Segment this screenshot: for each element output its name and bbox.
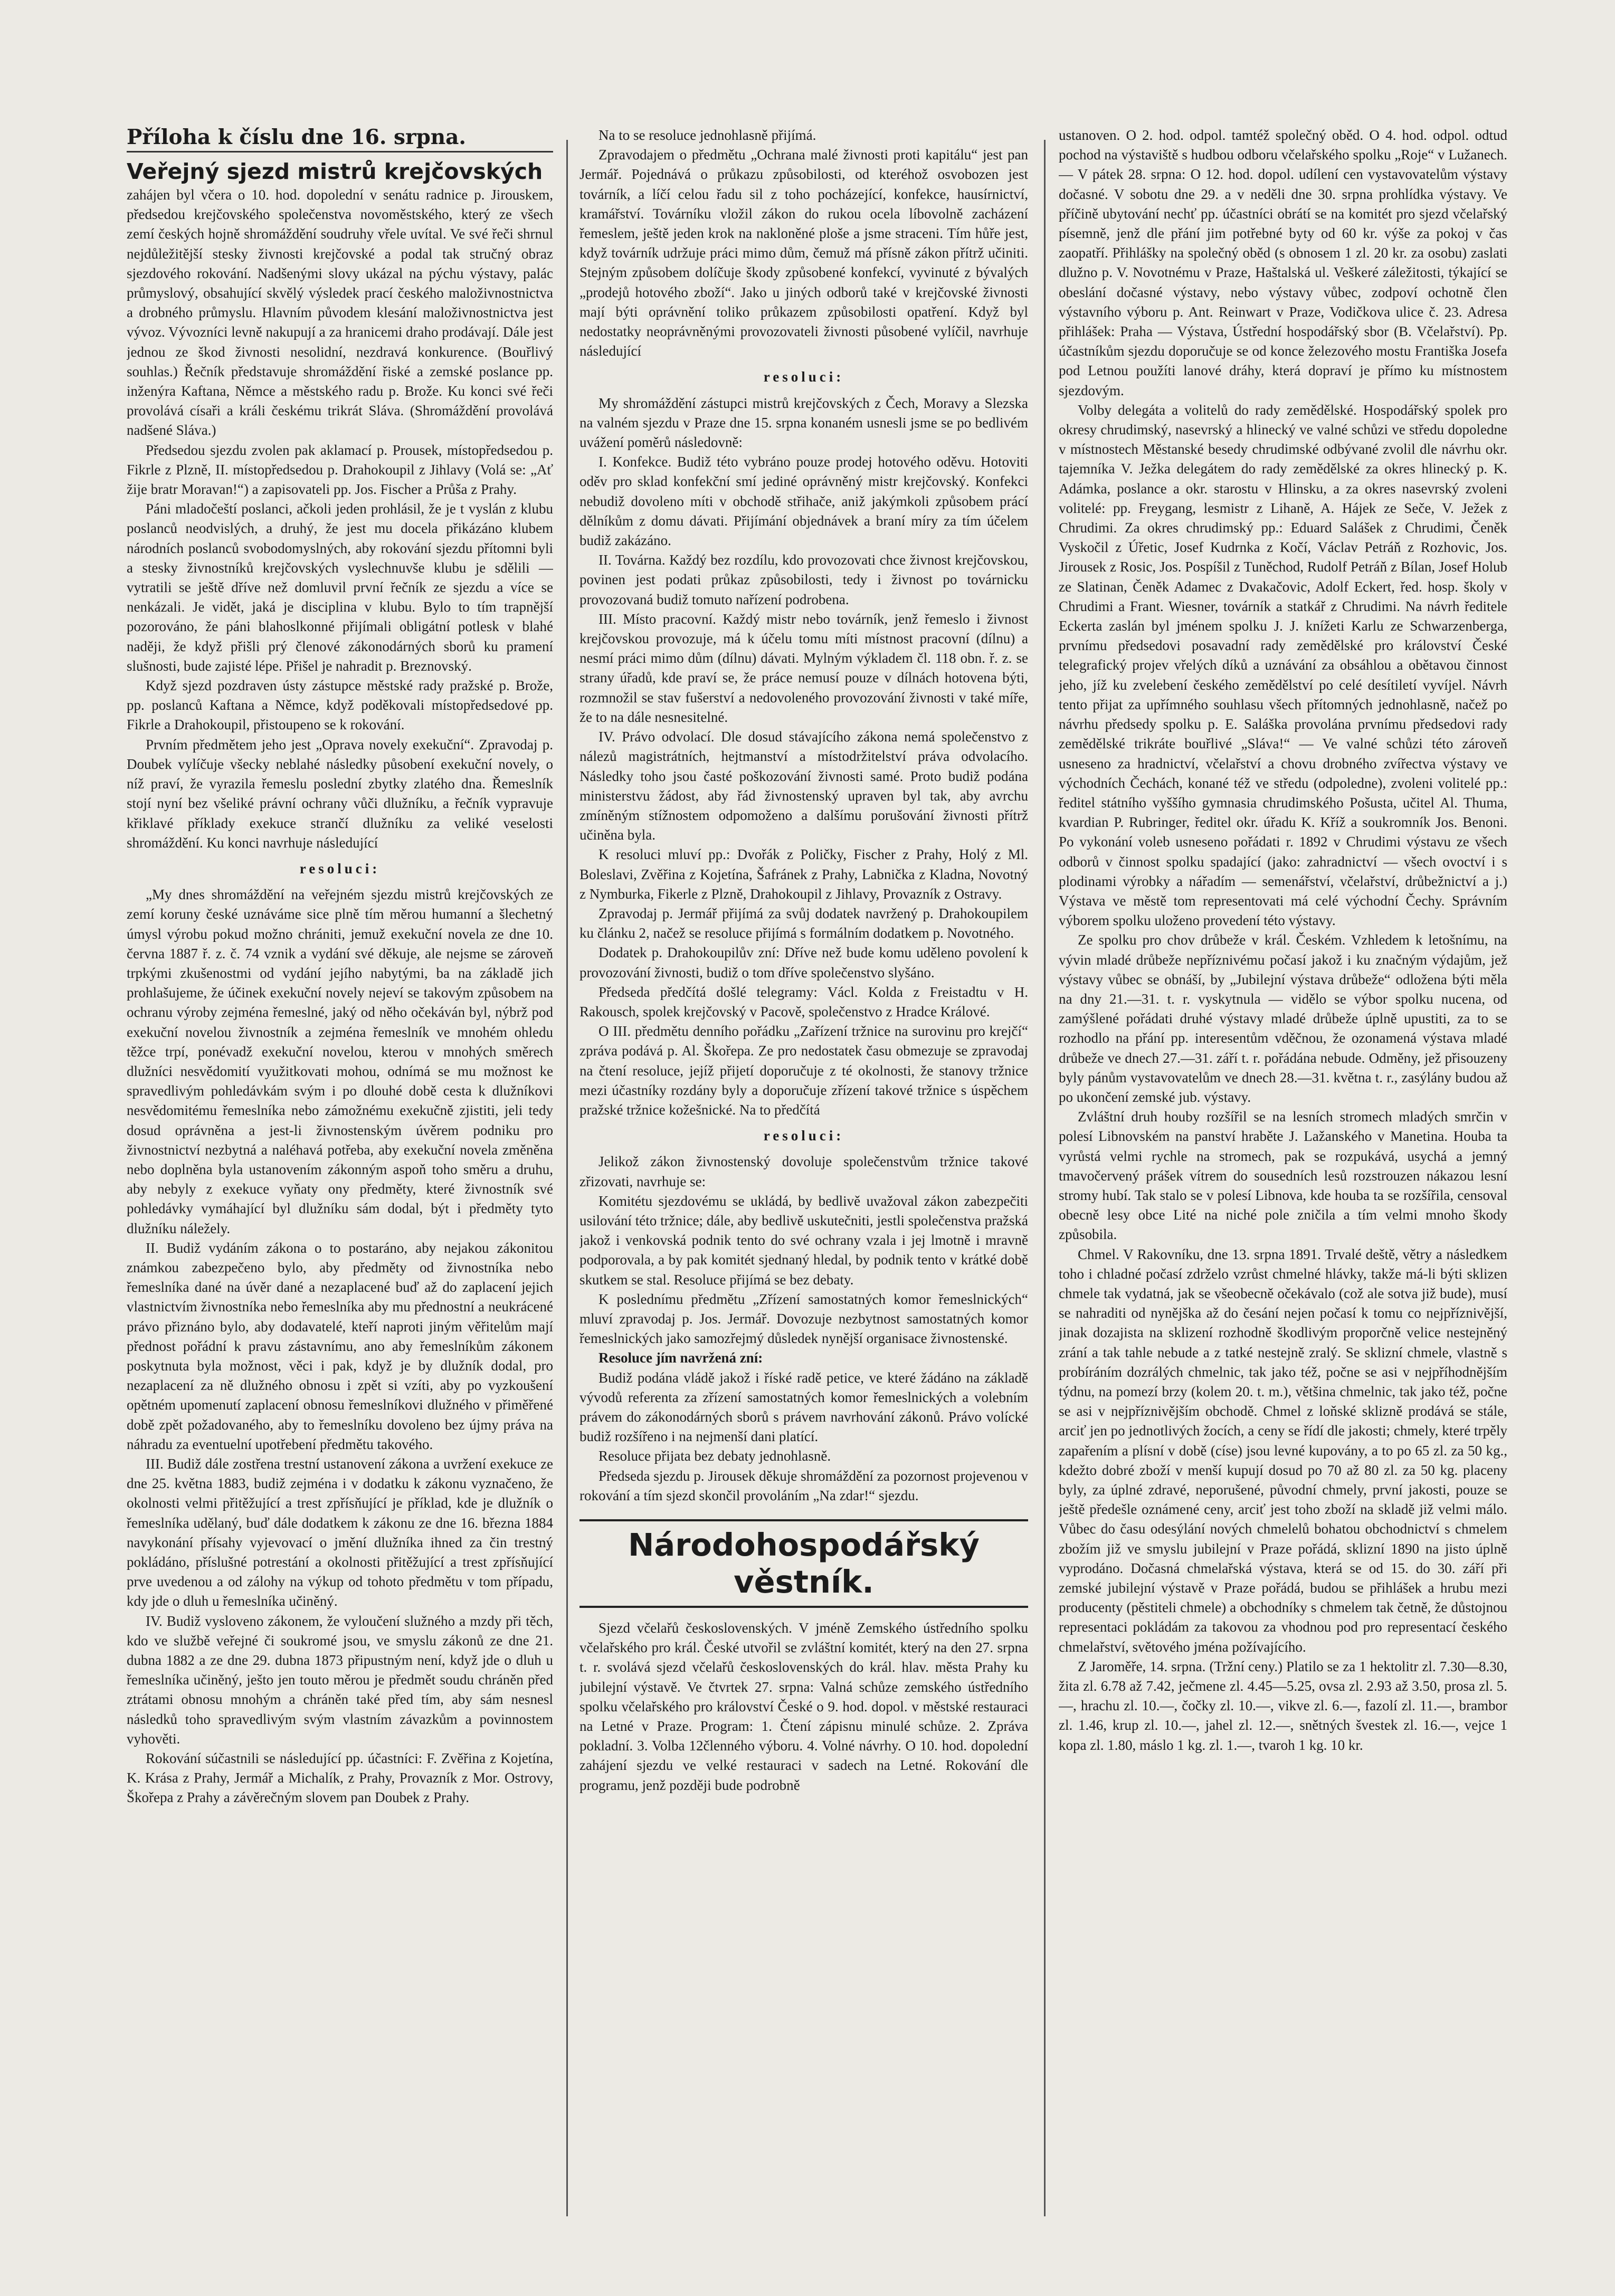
paragraph: Z Jaroměře, 14. srpna. (Tržní ceny.) Platilo se za 1 hektolitr zl. 7.30—8.30, žita zl. 6.78 až 7.42, ječmene zl. 4.45—5.25, ovsa zl. 2.93 až 3.50, prosa zl. 5.—, hrachu zl. 10.—, čočky zl. 10.—, vikve zl. 6.—, fazolí zl. 11.—, brambor zl. 1.46, krup zl. 10.—, jahel zl. 12.—, snětných švestek zl. 16.—, vejce 1 kopa zl. 1.80, máslo 1 kg. zl. 1.—, tvaroh 1 kg. 10 kr.	[1059, 1658, 1507, 1753]
paragraph: K resoluci mluví pp.: Dvořák z Poličky, Fischer z Prahy, Holý z Ml. Boleslavi, Zvěřina z Kojetína, Šafránek z Prahy, Labnička z Kladna, Novotný z Nymburka, Fikerle z Plzně, Drahokoupil z Jihlavy, Provazník z Ostravy.	[580, 846, 1028, 902]
paragraph: Páni mladočeští poslanci, ačkoli jeden prohlásil, že je t vyslán z klubu poslanců neodvislých, a druhý, že jest mu docela přikázáno klubem národních poslanců svobodomyslných, aby rokování sjezdu přítomni byli a stesky živnostníků krejčovských vyslechnuvše klubu je sdělili — vytratili se ještě dříve než domluvil první řečník ze sjezdu a více se nenkázali. Je vidět, jaká je disciplina v klubu. Bylo to tím trapnější pozorováno, že páni blahoslkonné přijímali obligátní potlesk v blahé naději, že když přišli prý členové zákonodárných sborů ku pramení slušnosti, bude zajisté lépe. Přišel je nahradit p. Breznovský.	[127, 501, 553, 674]
column-rule	[1044, 140, 1046, 2216]
paragraph: Ze spolku pro chov drůbeže v král. Českém. Vzhledem k letošnímu, na vývin mladé drůbeže nepříznivému počasí jakož i ku značným výdajům, jež výstavy vůbec se obnáší, by „Jubilejní výstava drůbeže“ odložena býti měla na dny 21.—31. t. r. vyskytnula — vidělo se výbor spolku nucena, od zamýšlené pořádati druhé výstavy mladé drůbeže úplně upustiti, za to se rozhodlo na přání pp. interesentům vděčnou, že ozonamená výstava mladé drůbeže ve dnech 27.—31. září t. r. pořádána nebude. Odměny, jež přisouzeny byly pánům vystavovatelům ve dnech 28.—31. května t. r., zasýlány budou až po ukončení zemské jub. výstavy.	[1059, 932, 1507, 1105]
paragraph: II. Budiž vydáním zákona o to postaráno, aby nejakou zákonitou známkou zabezpečeno bylo, aby předměty od živnostníka nebo řemeslníka dané na úvěr dané a nezaplacené buď až do zaplacení jejich vlastnictvím živnostníka nebo řemeslníka aby mu přednostní a neukrácené právo přiznáno bylo, aby dodavatelé, kteří naproti jiným věřitelům mají přednost pořádní k pravu zástavnímu, ano aby řemeslníkům zákonem poskytnuta byla možnost, věci i pak, když je by dlužník dodal, pro nezaplacení za ně dlužného obnosu i zpět si vzíti, aby po vyzkoušení opětném upomenutí zaplacení obnosu řemeslníkovi dlužného v přiměřené době zpět požadovaného, aby to řemeslníku dovoleno bez újmy práva na náhradu za eventuelní upotřebení předmětu takového.	[127, 1240, 553, 1452]
paragraph: Sjezd včelařů československých. V jméně Zemského ústředního spolku včelařského pro král. České utvořil se zvláštní komitét, který na den 27. srpna t. r. svolává sjezd včelařů československých do král. hlav. města Prahy ku jubilejní výstavě. Ve čtvrtek 27. srpna: Valná schůze zemského ústředního spolku včelařského pro království České o 9. hod. dopol. v městské restauraci na Letné v Praze. Program: 1. Čtení zápisnu minulé schůze. 2. Zpráva pokladní. 3. Volba 12členného výboru. 4. Volné návrhy. O 10. hod. dopolední zahájení sjezdu ve velké restauraci v sadech na Letné. Rokování dle programu, jenž později bude podrobně	[580, 1620, 1028, 1793]
paragraph: IV. Budiž vysloveno zákonem, že vyloučení služného a mzdy při těch, kdo ve službě veřejné či soukromé jsou, ve smyslu zákonů ze dne 21. dubna 1882 a ze dne 29. dubna 1873 připustným není, když jde o dluh u řemeslníka učiněný, ješto jen touto měrou je předmět soudu chráněn před ztrátami obnosu mnohým a chráněn také před tím, aby sám nesnesl následků toho spravedlivým svým vlastním závazkům a povinnostem vyhověti.	[127, 1613, 553, 1747]
column-1	[127, 126, 553, 2231]
section-heading: resoluci:	[299, 860, 381, 877]
paragraph: Předseda sjezdu p. Jirousek děkuje shromáždění za pozornost projevenou v rokování a tím sjezd skončil provoláním „Na zdar!“ sjezdu.	[580, 1468, 1028, 1503]
paragraph: Volby delegáta a volitelů do rady zemědělské. Hospodářský spolek pro okresy chrudimský, nasevrský a hlinecký ve valné schůzi ve středu dopoledne v místnostech Městanské besedy chrudimské odbývané zvolil dle návrhu okr. tajemníka V. Ježka delegátem do rady zemědělské za okres hlinecký p. K. Adámka, poslance a okr. starostu v Hlinsku, a za okres nasevrský zvoleni volitelé: pp. Freygang, lesmistr z Lihaně, A. Hájek ze Seče, V. Ježek z Chrudimi. Za okres chrudimský pp.: Eduard Salášek z Chrudimi, Čeněk Vyskočil z Úřetic, Josef Kudrnka z Kočí, Václav Petráň z Rozhovic, Jos. Jirousek z Rosic, Jos. Pospíšil z Tuněchod, Rudolf Petráň z Bílan, Josef Holub ze Slatinan, Čeněk Adamec z Dvakačovic, Adolf Eckert, řed. hosp. školy v Chrudimi a Frant. Wiesner, továrník a statkář z Chrudimi. Na návrh ředitele Eckerta zaslán byl jménem spolku J. J. knížeti Karlu ze Schwarzenberga, prvnímu předsedovi posavadní rady zemědělské pro království České telegrafický projev vřelých díků a uznávání za obsáhlou a obětavou činnost jeho, jíž ku zvelebení českého zemědělství po celé desítiletí vyvíjel. Návrh tento přijat za upřímného souhlasu všech přítomných jednohlasně, načež po návrhu předsedy spolku p. E. Saláška provolána prvnímu předsedovi rady zemědělské trikráte bouřlivé „Sláva!“ — Ve valné schůzi této zároveň usneseno za hradnictví, včelařství a chovu drobného zvířectva výstavy ve východních Čechách, konané též ve středu (odpoledne), zvoleni volitelé pp.: ředitel státního vyššího gymnasia chrudimského Pošusta, učitel Al. Thuma, kvardian P. Rubringer, ředitel okr. úřadu K. Kříž a soukromník Jos. Benoni. Po vykonání voleb usneseno pořádati r. 1892 v Chrudimi výstavu ze všech odborů v činnost spolku spadající (jako: zahradnictví — všech ovoctví i s plodinami výrobky a nářadím — semenářství, včelařství, drůbežnictví a j.) Výstava ve městě tom representovati má celé východní Čechy. Správním výborem spolku uloženo provedení této výstavy.	[1059, 402, 1507, 929]
paragraph: Zpravodajem o předmětu „Ochrana malé živnosti proti kapitálu“ jest pan Jermář. Pojednává o průkazu způsobilosti, od kteréhož osvobozen jest továrník, a líčí celou řadu sil z toho pocházející, konfekce, hausírnictví, kramářství. Továrníku vložil zákon do rukou ocela líbovolně zacházení řemeslem, ještě jeden krok na nakloněné ploše a jsme straceni. Tím hůře jest, když továrník udržuje práci mimo dům, čemuž má přísně zákon přítrž učiniti. Stejným způsobem dolíčuje škody způsobené konfekcí, vyvinuté z bývalých „prodejů hotového zboží“. Jako u jiných odborů také v krejčovské živnosti mají býti oprávnění toliko průkazem způsobilosti opatření. Když byl nedostatky neoprávněnými provozovateli živnosti působené vylíčil, navrhuje následující	[580, 147, 1028, 359]
paragraph: Předsedou sjezdu zvolen pak aklamací p. Prousek, místopředsedou p. Fikrle z Plzně, II. místopředsedou p. Drahokoupil z Jihlavy (Volá se: „Ať žije bratr Moravan!“) a zapisovateli pp. Jos. Fischer a Průša z Prahy.	[127, 442, 553, 498]
paragraph: Jelikož zákon živnostenský dovoluje společenstvům tržnice takové zřizovati, navrhuje se:	[580, 1154, 1028, 1189]
paragraph: Na to se resoluce jednohlasně přijímá.	[598, 127, 816, 143]
paragraph: O III. předmětu denního pořádku „Zařízení tržnice na surovinu pro krejčí“ zpráva podává p. Al. Škořepa. Ze pro nedostatek času obmezuje se zpravodaj na čtení resoluce, jejíž přijetí doporučuje z té okolnosti, že stanovy tržnice mezi účastníky rozdány byly a doporučuje zřízení takové tržnice s úspěchem pražské tržnice kožešnické. Na to předčítá	[580, 1023, 1028, 1118]
paragraph: Předseda předčítá došlé telegramy: Václ. Kolda z Freistadtu v H. Rakousch, spolek krejčovský v Pacově, společenstvo z Hradce Králové.	[580, 984, 1028, 1020]
section-heading: resoluci:	[763, 1128, 844, 1144]
paragraph: „My dnes shromáždění na veřejném sjezdu mistrů krejčovských ze zemí koruny české uznáváme sice plně tím měrou humanní a šlechetný úmysl výrobu pokud možno chrániti, jemuž exekuční novela ze dne 10. června 1887 ř. z. č. 74 vznik a vydání své děkuje, ale nejsme se zároveň trpkými zkušenostmi od vydání jejího nabytými, ba na základě jich prohlašujeme, že účinek exekuční novely nejeví se takovým způsobem na ochranu výroby zejména řemeslné, jaký od něho očekáván byl, nýbrž pod exekuční novelou živnostník a zejména řemeslník ve mnohém ohledu těžce trpí, ponévadž exekuční novelou, kterou v mnohých směrech dlužníci nesvědomití využitkovati mohou, odnímá se mu možnost ke spravedlivým pohledávkám svým i po dlouhé době cesta k dlužníkovi nesvědomitému řemeslníka nebo zámožnému exekučně zjistiti, jeli tedy dosud oprávněna a jest-li živnostenským úvěrem podniku pro živnostnictví nezbytná a naléhavá potřeba, aby exekuční novela změněna nebo doplněna byla ustanovením zákonným aspoň toho směru a druhu, aby nebyly z exekuce vyňaty ony předměty, které živnostník své pohledávky vymáhající byl dlužníku sám dodal, být i předměty tyto dlužníku náležely.	[127, 887, 553, 1236]
paragraph: Budiž podána vládě jakož i říské radě petice, ve které žádáno na základě vývodů referenta za zřízení samostatných komor řemeslnických a volebním právem do zákonodárných sborů s právem navrhování zákonů. Právo volícké budiž rozšířeno i na nejmenší dani platící.	[580, 1369, 1028, 1445]
paragraph: Komitétu sjezdovému se ukládá, by bedlivě uvažoval zákon zabezpečiti usilování této tržnice; dále, aby bedlivě uskutečniti, jestli společenstva pražská jakož i venkovská podnik tento do své ochrany vzala i jej lmotně i mravně podporovala, a by pak komitét sjednaný hledal, by podnik tento v krátké době skutkem se stal. Resoluce přijímá se bez debaty.	[580, 1193, 1028, 1288]
article-title: Veřejný sjezd mistrů krejčovských	[127, 159, 543, 184]
paragraph: Rokování súčastnili se následující pp. účastníci: F. Zvěřina z Kojetína, K. Krása z Prahy, Jermář a Michalík, z Prahy, Provazník z Mor. Ostrovy, Škořepa z Prahy a závěrečným slovem pan Doubek z Prahy.	[127, 1750, 553, 1806]
paragraph: I. Konfekce. Budiž této vybráno pouze prodej hotového oděvu. Hotoviti oděv pro sklad konfekční smí jediné oprávněný mistr krejčovský. Konfekci nebudiž dovoleno míti v obchodě střihače, aniž jakýmkoli způsobem prácí dělníkům z domu dávati. Přijímání objednávek a braní míry za tím účelem budiž zakázáno.	[580, 454, 1028, 549]
supplement-header: Příloha k číslu dne 16. srpna.	[127, 126, 553, 153]
section-title: Národohospodářský věstník.	[580, 1519, 1028, 1608]
section-heading: resoluci:	[763, 369, 844, 385]
column-2	[580, 126, 1028, 2231]
paragraph: Když sjezd pozdraven ústy zástupce městské rady pražské p. Brože, pp. poslanců Kaftana a Němce, když poděkovali místopředsedové pp. Fikrle a Drahokoupil, přistoupeno se k rokování.	[127, 678, 553, 733]
column-3	[1059, 126, 1507, 2231]
paragraph: zahájen byl včera o 10. hod. dopolední v senátu radnice p. Jirouskem, předsedou krejčovského společenstva novoměstského, který ze všech zemí českých hojně shromáždění soudruhy vřele uvítal. Ve své řeči shrnul nejdůležitější stesky živnosti krejčovské a podal tak stručný obraz sjezdového rokování. Nadšenými slovy ukázal na pýchu výstavy, palác průmyslový, obsahující skvělý výsledek prací českého maloživnostnictva a drobného průmyslu. Hlavním původem klesání maloživnostnictva jest vývoz. Vývozníci levně nakupují a za hranicemi draho prodávají. Dále jest jednou ze škod živnosti nesolidní, nezdravá konkurence. (Bouřlivý souhlas.) Řečník představuje shromáždění řiské a zemské poslance pp. inženýra Kaftana, Němce a městského radu p. Brože. Ku konci své řeči provolává císaři a králi českému trikrát Sláva. (Shromáždění provolává nadšené Sláva.)	[127, 187, 553, 439]
paragraph: ustanoven. O 2. hod. odpol. tamtéž společný oběd. O 4. hod. odpol. odtud pochod na výstaviště s hudbou odboru včelařského spolku „Roje“ v Lužanech. — V pátek 28. srpna: O 12. hod. dopol. udílení cen vystavovatelům výstavy dočasné. V sobotu dne 29. a v neděli dne 30. srpna prohlídka výstavy. Ve příčině ubytování nechť pp. účastníci obrátí se na komitét pro sjezd včelařský písemně, jenž dle přání jim potřebné byty od 60 kr. výše za pokoj v čas zaopatří. Přihlášky na společný oběd (s obnosem 1 zl. 20 kr. za osobu) zaslati dlužno p. V. Novotnému v Praze, Haštalská ul. Veškeré záležitosti, týkající se obeslání dočasné výstavy, nebo výstavy vůbec, zodpoví ochotně člen výstavního výboru p. Ant. Reinwart v Praze, Vodičkova ulice č. 23. Adresa přihlášek: Praha — Výstava, Ústřední hospodářský sbor (B. Včelařství). Pp. účastníkům sjezdu doporučuje se od konce železového mostu Františka Josefa pod Letnou použíti lanové dráhy, která dopraví je přímo ku místnostem sjezdovým.	[1059, 127, 1507, 398]
paragraph: IV. Právo odvolací. Dle dosud stávajícího zákona nemá společenstvo z nálezů magistrátních, hejtmanství a místodržitelství práva odvolacího. Následky toho jsou časté poškozování živnosti samé. Proto budiž podána ministerstvu žádost, aby řád živnostenský upraven byl tak, aby avrchu zmíněným stížnostem odpomoženo a dalšímu porušování živnosti přítrž učiněna byla.	[580, 729, 1028, 843]
paragraph: III. Budiž dále zostřena trestní ustanovení zákona a uvržení exekuce ze dne 25. května 1883, budiž zejména i v dodatku k zákonu vyznačeno, že okolnosti velmi přitěžující a trest zpřísňující je příklad, kde je dlužník o řemeslníka udělaný, buď dále dodatkem k zákonu ze dne 16. března 1884 navykonání přísahy vyjevovací o jmění dlužníka ihned za čin trestný pokládáno, příslušné potrestání a okolnosti přitěžující a trest zpřísňující prve uvedenou a od zálohy na výkup od tohoto předmětu v tom případu, kdy jde o dluh u řemeslníka učiněný.	[127, 1456, 553, 1609]
paragraph: Resoluce jím navržená zní:	[598, 1350, 763, 1366]
column-rule	[566, 140, 568, 2216]
paragraph: III. Místo pracovní. Každý mistr nebo továrník, jenž řemeslo i živnost krejčovskou provozuje, má k účelu tomu míti místnost pracovní (dílnu) a nesmí práci mimo dům (dílnu) dávati. Mylným výkladem čl. 118 obn. ř. z. se strany úřadů, kde praví se, že práce nemusí pouze v dílnách hotovena býti, rozmnožil se stav fušerství a nedovoleného provozování živnosti v také míře, že to na dále nesnesitelné.	[580, 611, 1028, 725]
paragraph: Zvláštní druh houby rozšířil se na lesních stromech mladých smrčin v polesí Libnovském na panství hraběte J. Lažanského v Manetina. Houba ta vyrůstá velmi rychle na stromech, pak se rozpukává, usychá a jemný tmavočervený prášek vítrem do sousedních lesů rozstrouzen nákazou lesní stromy hubí. Tak stalo se v polesí Libnova, kde houba ta se rozšířila, censoval obecně lesy obce Lité na niché pole zničila a tím velmi mnoho škody způsobila.	[1059, 1109, 1507, 1243]
paragraph: II. Továrna. Každý bez rozdílu, kdo provozovati chce živnost krejčovskou, povinen jest podati průkaz způsobilosti, tedy i živnost po továrnicku provozovaná budiž tomuto nařízení podrobena.	[580, 552, 1028, 607]
paragraph: K poslednímu předmětu „Zřízení samostatných komor řemeslnických“ mluví zpravodaj p. Jos. Jermář. Dovozuje nezbytnost samostatných komor řemeslnických jako samozřejmý důsledek nynější organisace živnostenské.	[580, 1291, 1028, 1347]
paragraph: Zpravodaj p. Jermář přijímá za svůj dodatek navržený p. Drahokoupilem ku článku 2, načež se resoluce přijímá s formálním dodatkem p. Novotného.	[580, 905, 1028, 941]
paragraph: Chmel. V Rakovníku, dne 13. srpna 1891. Trvalé deště, větry a následkem toho i chladné počasí zdrželo vzrůst chmelné hlávky, takže má-li býti sklizen chmele tak vydatná, jak se všeobecně očekávalo (což ale sotva již bude), musí se nahraditi od nynějška až do česání nejen počasí k tomu co nejpříznivější, jinak dozajista na sklizení rozhodně škodlivým proporčně velice nestejněný zrání a tak tahle nebude a z tatké nestejně zralý. Se sklizní chmele, vlastně s probíráním dozrálých chmelnic, tak jako též, počne se asi v nejpříhodnějším týdnu, na pomezí brzy (kolem 20. t. m.), většina chmelnic, tak jako též, počne se asi v nejpříznivějším obchodě. Chmel z loňské sklizně prodává se stále, arciť jen po jednotlivých žocích, a ceny se řídí dle jakosti; chmely, které trpěly zapařením a plísní v době (císe) jsou levné kupovány, a to po 65 zl. za 50 kg., kdežto dobré zboží v menší kupují dosud po 70 až 80 zl. za 50 kg. placeny byly, za úplné zdravé, neporušené, původní chmely, první jakosti, pouze se ještě předešle oznámené ceny, arciť jest toho zboží na skladě již velmi málo. Vůbec do času odesýlání nových chmelelů bohatou obchodnictví s chmelem zbožím již ve smyslu jubilejní v Praze pořádá, sklizní 1890 na jisto úplně vyprodáno. Dočasná chmelařská výstava, která se od 15. do 30. září při zemské jubilejní výstavě v Praze pořádá, budou se přihlášek a hrubu mezi producenty (pěstiteli chmele) a obchodníky s chmelem tak četně, že důstojnou representaci pokládám za takovou za vhodnou pod pro representací českého chmelařství, světového jména požívajícího.	[1059, 1246, 1507, 1655]
paragraph: Dodatek p. Drahokoupilův zní: Dříve než bude komu uděleno povolení k provozování živnosti, budiž o tom dříve společenstvo slyšáno.	[580, 945, 1028, 980]
paragraph: Resoluce přijata bez debaty jednohlasně.	[598, 1448, 831, 1464]
paragraph: Prvním předmětem jeho jest „Oprava novely exekuční“. Zpravodaj p. Doubek vylíčuje všecky neblahé následky působení exekuční novely, o níž praví, že vyrazila řemeslu poslední zbytky zlatého dna. Řemeslník stojí nyní bez všeliké právní ochrany vůči dlužníku, a řečník vypravuje křiklavé příklady exekuce strančí dlužníku za veliké veselosti shromáždění. Ku konci navrhuje následující	[127, 736, 553, 851]
paragraph: My shromáždění zástupci mistrů krejčovských z Čech, Moravy a Slezska na valném sjezdu v Praze dne 15. srpna konaném usnesli jsme se po bedlivém uvážení poměrů následovně:	[580, 395, 1028, 451]
